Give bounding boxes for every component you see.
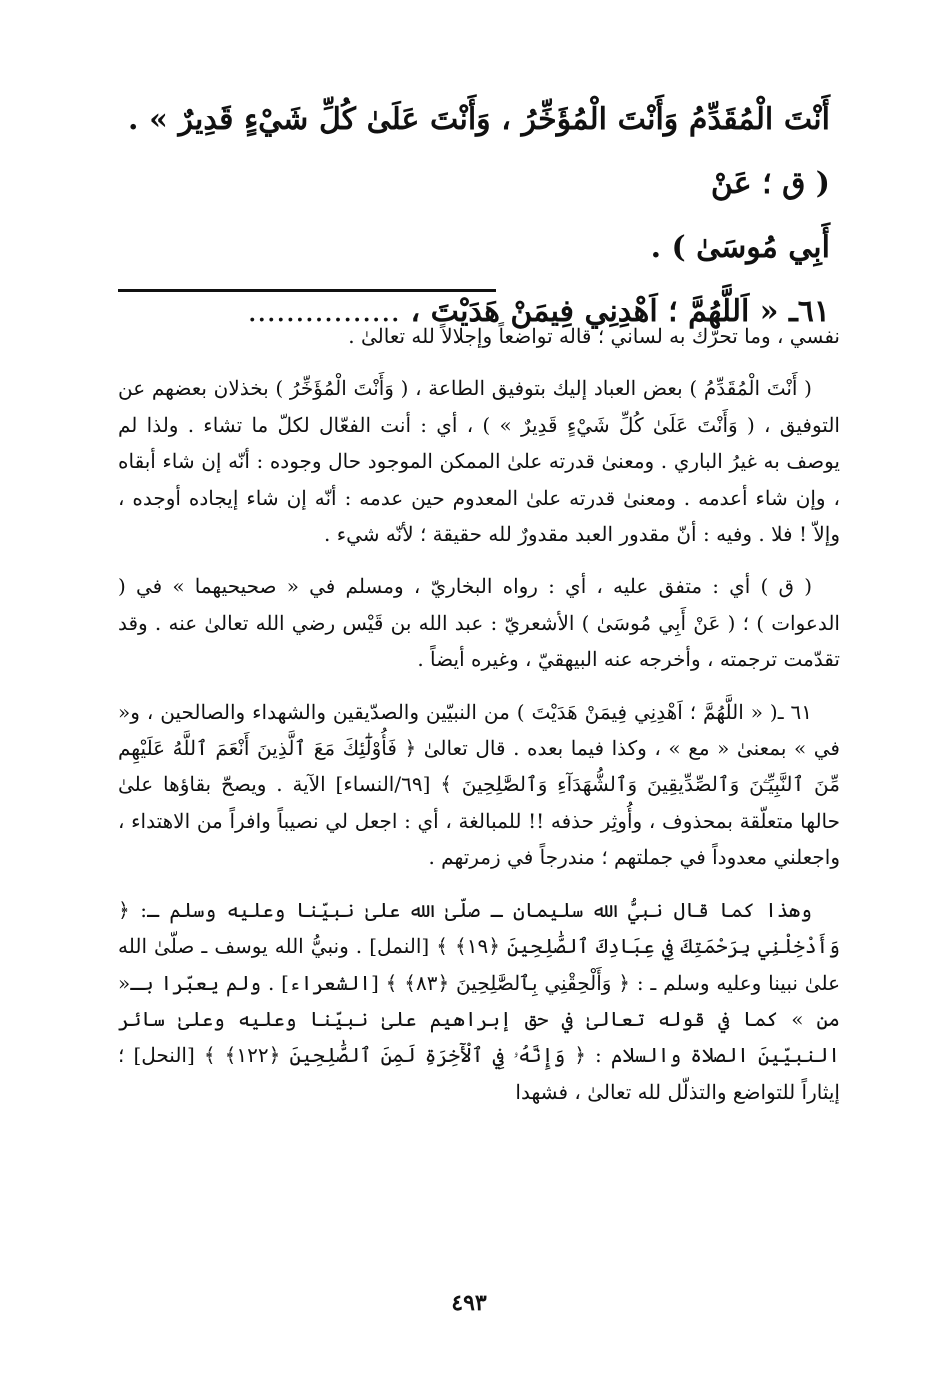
commentary-paragraph: ( ق ) أي : متفق عليه ، أي : رواه البخاريّ ، ومسلم في « صحيحيهما » في ( الدعوات ) ؛ ( عَنْ أَبِي مُوسَىٰ ) الأشعريّ : عبد الله بن قَيْس رضي الله تعالىٰ عنه . وقد تقدّمت ترجمته ، وأخرجه عنه البيهقيّ ، وغيره أيضاً .: [118, 574, 840, 672]
hadith-61-opening: ٦١ـ « اَللَّهُمَّ ؛ اَهْدِنِي فِيمَنْ هَدَيْتَ ،: [410, 294, 830, 329]
ellipsis-dots: ................: [247, 294, 401, 329]
commentary-paragraph: وهذا كما قال نبيُّ الله سليمان ـ صلّىٰ الله علىٰ نبيّنا وعليه وسلم ـ: ﴿ وَأَدْخِلْنِي بِرَحْمَتِكَ فِي عِبَادِكَ ٱلصَّٰلِحِينَ ﴿١٩﴾ ﴾ [النمل] . ونبيُّ الله يوسف ـ صلّىٰ الله علىٰ نبينا وعليه وسلم ـ : ﴿ وَأَلْحِقْنِي بِٱلصَّٰلِحِينَ ﴿٨٣﴾ ﴾ [الشعراء] . ولم يعبّرا بـ« من » كما في قوله تعالىٰ في حق إبراهيم علىٰ نبيّنا وعليه وعلىٰ سائر النبيّينَ الصلاة والسلام : ﴿ وَإِنَّهُۥ فِي ٱلْأٓخِرَةِ لَمِنَ ٱلصَّٰلِحِينَ ﴿١٢٢﴾ ﴾ [النحل] ؛ إيثاراً للتواضع والتذلّل لله تعالىٰ ، فشهدا: [118, 897, 841, 1104]
commentary: [118, 318, 840, 1126]
hadith-line-1: أَنْتَ الْمُقَدِّمُ وَأَنْتَ الْمُؤَخِّرُ ، وَأَنْتَ عَلَىٰ كُلِّ شَيْءٍ قَدِيرٌ » . ( ق ؛ عَنْ: [128, 102, 830, 201]
commentary-paragraph: نفسي ، وما تحرّك به لساني ؛ قاله تواضعاً وإجلالاً لله تعالىٰ .: [348, 324, 840, 348]
page-number: ٤٩٣: [451, 1290, 487, 1316]
commentary-paragraph: ( أَنْتَ الْمُقَدِّمُ ) بعض العباد إليك بتوفيق الطاعة ، ( وَأَنْتَ الْمُؤَخِّرُ ) بخذلان بعضهم عن التوفيق ، ( وَأَنْتَ عَلَىٰ كُلِّ شَيْءٍ قَدِيرٌ » ) ، أي : أنت الفعّال لكلّ ما تشاء . ولذا لم يوصف به غيرُ الباري . ومعنىٰ قدرته علىٰ الممكن الموجود حال وجوده : أنّه إن شاء أبقاه ، وإن شاء أعدمه . ومعنىٰ قدرته علىٰ المعدوم حين عدمه : أنّه إن شاء إيجاده أوجده ، وإلاّ ! فلا . وفيه : أنّ مقدور العبد مقدورٌ لله حقيقة ؛ لأنّه شيء .: [118, 376, 841, 547]
commentary-paragraph: ٦١ ـ( « اللَّهُمَّ ؛ اَهْدِنِي فِيمَنْ هَدَيْتَ ) من النبيّين والصدّيقين والشهداء والصالحين ، و« في » بمعنىٰ « مع » ، وكذا فيما بعده . قال تعالىٰ ﴿ فَأُوْلَٰٓئِكَ مَعَ ٱلَّذِينَ أَنْعَمَ ٱللَّهُ عَلَيْهِم مِّنَ ٱلنَّبِيِّـۧنَ وَٱلصِّدِّيقِينَ وَٱلشُّهَدَآءِ وَٱلصَّٰلِحِينَ ﴾ [٦٩/النساء] الآية . ويصحّ بقاؤها علىٰ حالها متعلّقة بمحذوف ، وأُوثِر حذفه !! للمبالغة ، أي : اجعل لي نصيباً وافراً من الاهتداء ، واجعلني معدوداً في جملتهم ؛ مندرجاً في زمرتهم .: [118, 699, 840, 870]
hadith-text: [128, 88, 830, 344]
hadith-line-2: أَبِي مُوسَىٰ ) .: [650, 230, 830, 265]
footnote-separator: [118, 289, 496, 292]
